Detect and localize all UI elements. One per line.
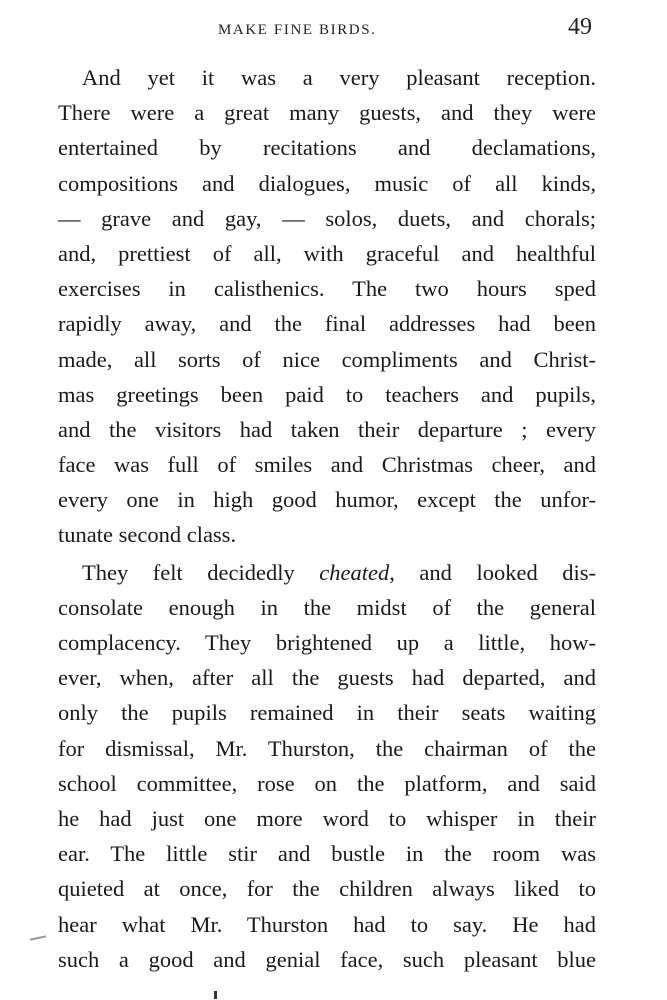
- text-line: quieted at once, for the children always liked to: [58, 876, 596, 902]
- paragraph-1: [58, 60, 596, 553]
- text-line: and the visitors had taken their departure ; every: [58, 416, 596, 442]
- text-line: face was full of smiles and Christmas cheer, and: [58, 452, 596, 478]
- text-line: rapidly away, and the final addresses had been: [58, 311, 596, 337]
- text-line: ear. The little stir and bustle in the room was: [58, 841, 596, 867]
- text-line: he had just one more word to whisper in their: [58, 805, 596, 831]
- text-line: There were a great many guests, and they were: [58, 100, 596, 126]
- text-line: hear what Mr. Thurston had to say. He had: [58, 911, 596, 937]
- running-title: MAKE FINE BIRDS.: [218, 22, 377, 38]
- text-line: complacency. They brightened up a little, how-: [58, 630, 596, 655]
- text-line: exercises in calisthenics. The two hours sped: [58, 276, 596, 302]
- paragraph-2: [58, 555, 596, 977]
- text-line: entertained by recitations and declamations,: [58, 135, 596, 161]
- text-line: compositions and dialogues, music of all kinds,: [58, 170, 596, 196]
- text-line: such a good and genial face, such pleasant blue: [58, 946, 596, 972]
- text-line: And yet it was a very pleasant reception.: [82, 65, 596, 90]
- text-line: made, all sorts of nice compliments and Christ-: [58, 346, 596, 372]
- margin-pencil-mark: [30, 935, 46, 940]
- emphasized-word: cheated: [319, 559, 390, 585]
- text-run: They felt decidedly: [82, 559, 320, 585]
- text-line: tunate second class.: [58, 522, 237, 548]
- text-line: school committee, rose on the platform, and said: [58, 770, 596, 796]
- body-text: [58, 60, 596, 977]
- page-number: 49: [568, 14, 592, 40]
- running-head: [0, 10, 667, 50]
- text-line: for dismissal, Mr. Thurston, the chairman of the: [58, 735, 596, 761]
- text-run: , and looked dis-: [389, 559, 596, 585]
- text-line: — grave and gay, — solos, duets, and chorals;: [58, 205, 596, 231]
- text-line: and, prettiest of all, with graceful and healthful: [58, 240, 596, 266]
- text-line: mas greetings been paid to teachers and pupils,: [58, 381, 596, 407]
- print-speck: [214, 991, 217, 999]
- text-line: every one in high good humor, except the unfor-: [58, 487, 596, 513]
- text-line: consolate enough in the midst of the general: [58, 594, 596, 620]
- text-line-with-emphasis: [58, 555, 596, 590]
- text-line: only the pupils remained in their seats waiting: [58, 700, 596, 726]
- text-line: ever, when, after all the guests had departed, and: [58, 665, 596, 691]
